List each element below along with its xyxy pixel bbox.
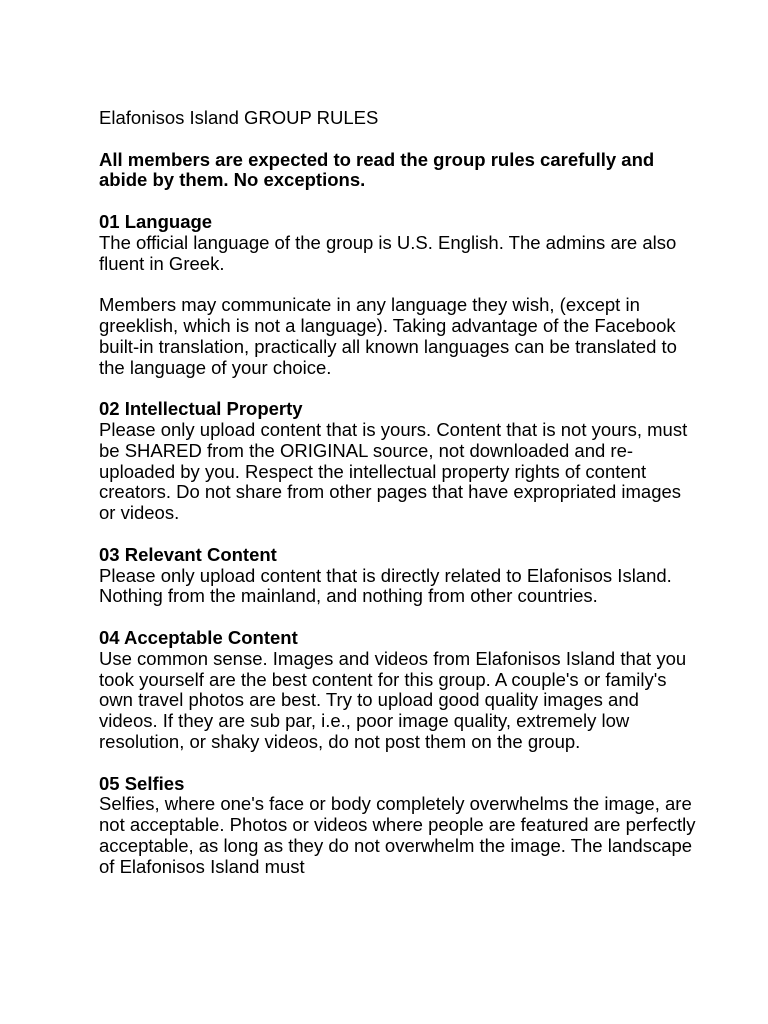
document-page [99,108,699,898]
section-selfies [99,774,699,878]
section-paragraph: Please only upload content that is directly related to Elafonisos Island. Nothing from the mainland, and nothing from other countries. [99,564,672,607]
document-title: Elafonisos Island GROUP RULES [99,107,379,128]
section-heading: 02 Intellectual Property [99,398,303,420]
section-heading: 01 Language [99,210,213,232]
section-heading: 03 Relevant Content [99,543,277,565]
section-paragraph: Selfies, where one's face or body completely overwhelms the image, are not acceptable. Photos or videos where people are featured are perfectly acceptable, as long as they do not overwhelm the image. The landscape of Elafonisos Island must [99,793,696,877]
section-paragraph: The official language of the group is U.S. English. The admins are also fluent in Greek. [99,231,677,274]
intro-text: All members are expected to read the group rules carefully and abide by them. No exceptions. [99,148,655,191]
section-acceptable-content [99,628,699,753]
section-intellectual-property [99,399,699,524]
section-paragraph: Please only upload content that is yours. Content that is not yours, must be SHARED from the ORIGINAL source, not downloaded and re-uploaded by you. Respect the intellectual property rights of content creators. Do not share from other pages that have expropriated images or videos. [99,418,688,524]
section-heading: 04 Acceptable Content [99,626,298,648]
section-paragraph: Members may communicate in any language they wish, (except in greeklish, which is not a language). Taking advantage of the Facebook built-in translation, practically all known languages can be translated to the language of your choice. [99,294,677,378]
section-relevant-content [99,545,699,607]
section-paragraph: Use common sense. Images and videos from Elafonisos Island that you took yourself are the best content for this group. A couple's or family's own travel photos are best. Try to upload good quality images and videos. If they are sub par, i.e., poor image quality, extremely low resolution, or shaky videos, do not post them on the group. [99,647,687,752]
section-language [99,212,699,378]
section-heading: 05 Selfies [99,772,185,794]
